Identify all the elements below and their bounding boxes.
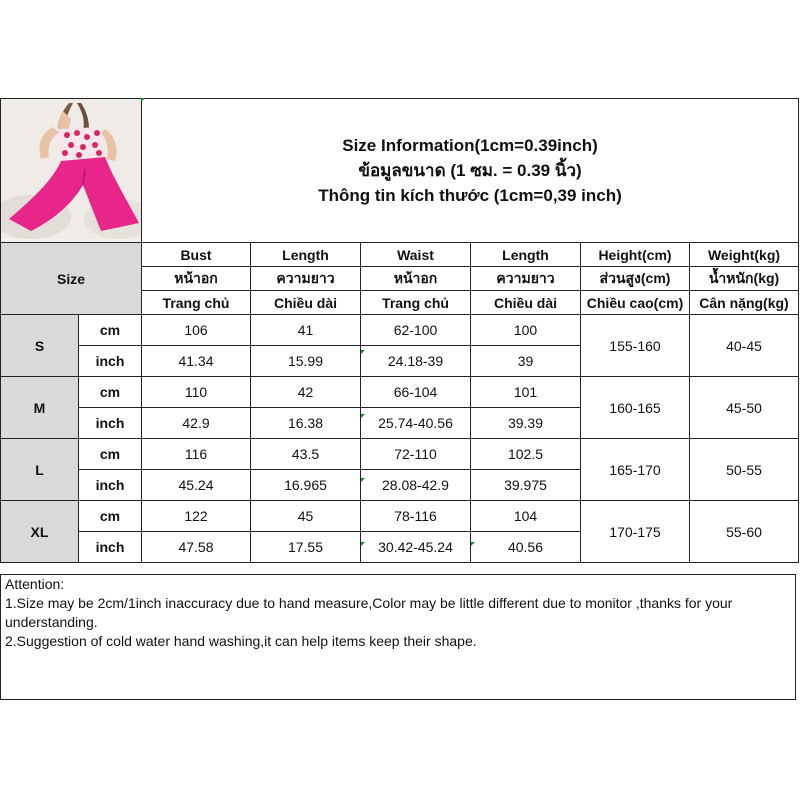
m-inch-length-2: 39.39 bbox=[471, 408, 581, 439]
xl-cm-length: 45 bbox=[251, 501, 361, 532]
cell-marker bbox=[361, 542, 365, 546]
m-weight: 45-50 bbox=[690, 377, 799, 439]
header-waist-vi: Trang chủ bbox=[361, 291, 471, 315]
header-weight-vi: Cân nặng(kg) bbox=[690, 291, 799, 315]
m-inch-length: 16.38 bbox=[251, 408, 361, 439]
header-bust: Bust bbox=[142, 243, 251, 267]
header-length-2-vi: Chiều dài bbox=[471, 291, 581, 315]
product-photo-illustration bbox=[1, 99, 141, 239]
l-cm-length-2: 102.5 bbox=[471, 439, 581, 470]
header-length-2: Length bbox=[471, 243, 581, 267]
header-length: Length bbox=[251, 243, 361, 267]
s-inch-length-2: 39 bbox=[471, 346, 581, 377]
header-weight-thai: น้ำหนัก(kg) bbox=[690, 267, 799, 291]
l-inch-length-2: 39.975 bbox=[471, 470, 581, 501]
header-bust-thai: หน้าอก bbox=[142, 267, 251, 291]
header-waist-thai: หน้าอก bbox=[361, 267, 471, 291]
header-length-vi: Chiều dài bbox=[251, 291, 361, 315]
s-inch-waist: 24.18-39 bbox=[361, 346, 471, 377]
xl-height: 170-175 bbox=[581, 501, 690, 563]
header-length-thai: ความยาว bbox=[251, 267, 361, 291]
unit-inch: inch bbox=[79, 408, 142, 439]
header-height-thai: ส่วนสูง(cm) bbox=[581, 267, 690, 291]
l-cm-bust: 116 bbox=[142, 439, 251, 470]
xl-weight: 55-60 bbox=[690, 501, 799, 563]
attention-note-2: 2.Suggestion of cold water hand washing,it can help items keep their shape. bbox=[5, 633, 477, 649]
l-inch-bust: 45.24 bbox=[142, 470, 251, 501]
m-inch-bust: 42.9 bbox=[142, 408, 251, 439]
cell-marker bbox=[361, 478, 365, 482]
size-table bbox=[0, 98, 799, 563]
header-length-2-thai: ความยาว bbox=[471, 267, 581, 291]
xl-inch-length-2: 40.56 bbox=[471, 532, 581, 563]
size-m-label: M bbox=[1, 377, 79, 439]
l-cm-waist: 72-110 bbox=[361, 439, 471, 470]
s-weight: 40-45 bbox=[690, 315, 799, 377]
size-xl-label: XL bbox=[1, 501, 79, 563]
attention-note-1: 1.Size may be 2cm/1inch inaccuracy due to hand measure,Color may be little different due to monitor ,thanks for your understanding. bbox=[5, 595, 733, 630]
unit-inch: inch bbox=[79, 346, 142, 377]
unit-inch: inch bbox=[79, 470, 142, 501]
unit-cm: cm bbox=[79, 315, 142, 346]
title-english: Size Information(1cm=0.39inch) bbox=[342, 136, 598, 155]
header-waist: Waist bbox=[361, 243, 471, 267]
xl-cm-waist: 78-116 bbox=[361, 501, 471, 532]
s-cm-length-2: 100 bbox=[471, 315, 581, 346]
size-l-label: L bbox=[1, 439, 79, 501]
s-cm-waist: 62-100 bbox=[361, 315, 471, 346]
l-weight: 50-55 bbox=[690, 439, 799, 501]
cell-marker bbox=[361, 414, 365, 418]
m-cm-bust: 110 bbox=[142, 377, 251, 408]
s-inch-length: 15.99 bbox=[251, 346, 361, 377]
l-cm-length: 43.5 bbox=[251, 439, 361, 470]
cell-marker bbox=[141, 98, 145, 102]
m-cm-length: 42 bbox=[251, 377, 361, 408]
unit-cm: cm bbox=[79, 377, 142, 408]
product-photo bbox=[1, 99, 142, 243]
xl-inch-waist: 30.42-45.24 bbox=[361, 532, 471, 563]
cell-marker bbox=[361, 350, 365, 354]
s-height: 155-160 bbox=[581, 315, 690, 377]
m-cm-waist: 66-104 bbox=[361, 377, 471, 408]
m-height: 160-165 bbox=[581, 377, 690, 439]
size-s-label: S bbox=[1, 315, 79, 377]
l-height: 165-170 bbox=[581, 439, 690, 501]
attention-heading: Attention: bbox=[5, 576, 65, 592]
header-bust-vi: Trang chủ bbox=[142, 291, 251, 315]
l-inch-waist: 28.08-42.9 bbox=[361, 470, 471, 501]
title-block bbox=[142, 99, 799, 243]
xl-inch-length: 17.55 bbox=[251, 532, 361, 563]
s-cm-length: 41 bbox=[251, 315, 361, 346]
s-cm-bust: 106 bbox=[142, 315, 251, 346]
xl-cm-length-2: 104 bbox=[471, 501, 581, 532]
unit-cm: cm bbox=[79, 501, 142, 532]
xl-inch-bust: 47.58 bbox=[142, 532, 251, 563]
header-height-vi: Chiều cao(cm) bbox=[581, 291, 690, 315]
l-inch-length: 16.965 bbox=[251, 470, 361, 501]
unit-cm: cm bbox=[79, 439, 142, 470]
s-inch-bust: 41.34 bbox=[142, 346, 251, 377]
header-weight: Weight(kg) bbox=[690, 243, 799, 267]
cell-marker bbox=[471, 542, 475, 546]
unit-inch: inch bbox=[79, 532, 142, 563]
size-header: Size bbox=[1, 243, 142, 315]
header-height: Height(cm) bbox=[581, 243, 690, 267]
attention-notes bbox=[0, 574, 796, 700]
m-cm-length-2: 101 bbox=[471, 377, 581, 408]
title-thai: ข้อมูลขนาด (1 ซม. = 0.39 นิ้ว) bbox=[358, 161, 582, 180]
m-inch-waist: 25.74-40.56 bbox=[361, 408, 471, 439]
xl-cm-bust: 122 bbox=[142, 501, 251, 532]
title-vietnamese: Thông tin kích thước (1cm=0,39 inch) bbox=[318, 186, 622, 205]
